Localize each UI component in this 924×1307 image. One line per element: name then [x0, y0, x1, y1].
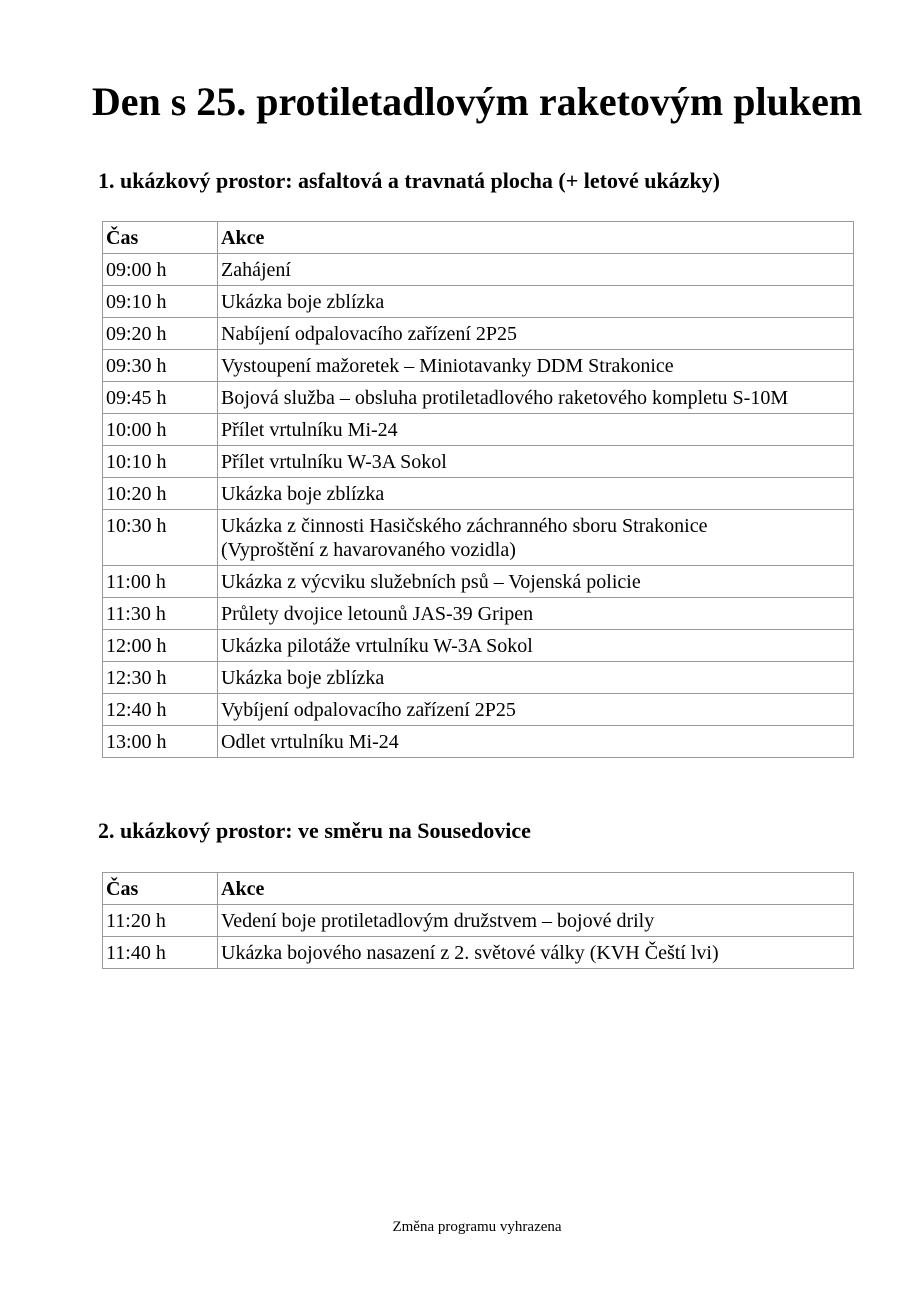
time-cell: 12:00 h [103, 630, 218, 662]
action-cell [218, 510, 854, 566]
action-cell: Vedení boje protiletadlovým družstvem – bojové drily [218, 905, 854, 937]
table-row [103, 254, 854, 286]
time-column-header: Čas [103, 222, 218, 254]
time-cell: 11:30 h [103, 598, 218, 630]
time-cell: 09:30 h [103, 350, 218, 382]
action-cell: Ukázka bojového nasazení z 2. světové války (KVH Čeští lvi) [218, 937, 854, 969]
action-text: Ukázka z činnosti Hasičského záchranného sboru Strakonice [221, 515, 708, 537]
table-row [103, 446, 854, 478]
action-text-line2: (Vyproštění z havarovaného vozidla) [221, 539, 516, 561]
action-cell: Ukázka boje zblízka [218, 662, 854, 694]
table-row [103, 350, 854, 382]
table-row [103, 726, 854, 758]
time-cell: 09:00 h [103, 254, 218, 286]
time-cell: 12:30 h [103, 662, 218, 694]
action-column-header: Akce [218, 873, 854, 905]
action-cell: Ukázka pilotáže vrtulníku W-3A Sokol [218, 630, 854, 662]
action-cell: Ukázka z výcviku služebních psů – Vojenská policie [218, 566, 854, 598]
table-row [103, 318, 854, 350]
time-column-header: Čas [103, 873, 218, 905]
time-cell: 10:20 h [103, 478, 218, 510]
action-cell: Ukázka boje zblízka [218, 478, 854, 510]
schedule-table [102, 221, 854, 758]
schedule-table [102, 872, 854, 969]
time-cell: 11:00 h [103, 566, 218, 598]
table-row [103, 937, 854, 969]
time-cell: 11:20 h [103, 905, 218, 937]
action-cell: Odlet vrtulníku Mi-24 [218, 726, 854, 758]
action-column-header: Akce [218, 222, 854, 254]
time-cell: 09:20 h [103, 318, 218, 350]
table-row [103, 662, 854, 694]
time-cell: 10:10 h [103, 446, 218, 478]
section-title: 2. ukázkový prostor: ve směru na Sousedovice [98, 818, 531, 843]
table-row [103, 414, 854, 446]
footer-note: Změna programu vyhrazena [392, 1219, 562, 1235]
time-cell: 13:00 h [103, 726, 218, 758]
action-cell: Bojová služba – obsluha protiletadlového raketového kompletu S-10M [218, 382, 854, 414]
table-row [103, 905, 854, 937]
table-row [103, 510, 854, 566]
action-cell: Nabíjení odpalovacího zařízení 2P25 [218, 318, 854, 350]
action-cell: Zahájení [218, 254, 854, 286]
action-cell: Ukázka boje zblízka [218, 286, 854, 318]
time-cell: 11:40 h [103, 937, 218, 969]
table-row [103, 478, 854, 510]
table-body [103, 254, 854, 758]
action-cell: Přílet vrtulníku W-3A Sokol [218, 446, 854, 478]
table-row [103, 630, 854, 662]
action-cell: Přílet vrtulníku Mi-24 [218, 414, 854, 446]
action-cell: Průlety dvojice letounů JAS-39 Gripen [218, 598, 854, 630]
table-row [103, 566, 854, 598]
action-cell: Vystoupení mažoretek – Miniotavanky DDM Strakonice [218, 350, 854, 382]
time-cell: 12:40 h [103, 694, 218, 726]
table-row [103, 598, 854, 630]
time-cell: 10:30 h [103, 510, 218, 566]
time-cell: 09:45 h [103, 382, 218, 414]
table-row [103, 382, 854, 414]
page-title: Den s 25. protiletadlovým raketovým plukem [91, 79, 863, 124]
table-row [103, 694, 854, 726]
table-row [103, 286, 854, 318]
action-cell: Vybíjení odpalovacího zařízení 2P25 [218, 694, 854, 726]
table-body [103, 905, 854, 969]
section-title: 1. ukázkový prostor: asfaltová a travnatá plocha (+ letové ukázky) [98, 168, 721, 193]
time-cell: 10:00 h [103, 414, 218, 446]
table-header-row [103, 222, 854, 254]
table-header-row [103, 873, 854, 905]
time-cell: 09:10 h [103, 286, 218, 318]
